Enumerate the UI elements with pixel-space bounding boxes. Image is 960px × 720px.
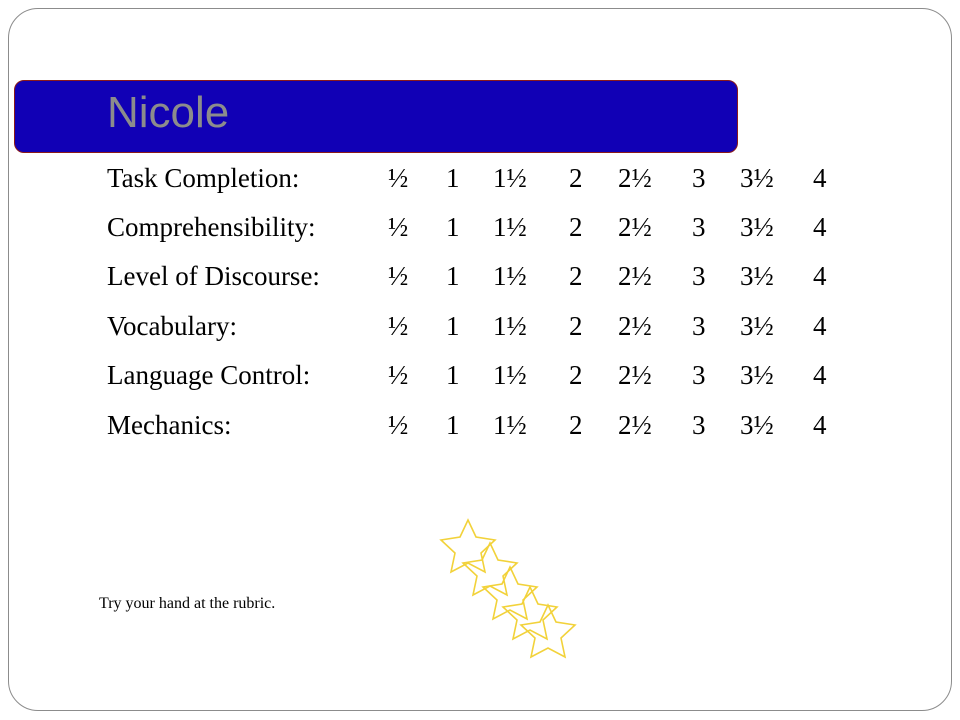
score-option[interactable]: 1 <box>446 212 460 242</box>
rubric-row-vocabulary <box>0 308 960 344</box>
score-option[interactable]: 1½ <box>493 311 527 341</box>
score-option[interactable]: 3 <box>692 212 706 242</box>
score-option[interactable]: 3 <box>692 311 706 341</box>
score-option[interactable]: ½ <box>388 261 409 291</box>
score-option[interactable]: 3½ <box>740 261 774 291</box>
score-option[interactable]: 2½ <box>618 360 652 390</box>
score-option[interactable]: 4 <box>813 311 827 341</box>
rubric-row-label: Task Completion: <box>107 163 300 193</box>
score-option[interactable]: 1½ <box>493 410 527 440</box>
score-option[interactable]: 2 <box>569 410 583 440</box>
score-option[interactable]: 4 <box>813 360 827 390</box>
score-option[interactable]: ½ <box>388 410 409 440</box>
score-option[interactable]: 2 <box>569 261 583 291</box>
score-option[interactable]: 4 <box>813 261 827 291</box>
rubric-row-task-completion <box>0 160 960 196</box>
score-option[interactable]: 1½ <box>493 163 527 193</box>
rubric-row-label: Level of Discourse: <box>107 261 320 291</box>
rubric-row-mechanics <box>0 407 960 443</box>
score-option[interactable]: 3 <box>692 410 706 440</box>
score-option[interactable]: 4 <box>813 163 827 193</box>
score-option[interactable]: 3 <box>692 360 706 390</box>
score-option[interactable]: ½ <box>388 163 409 193</box>
score-option[interactable]: 1 <box>446 410 460 440</box>
rubric-row-label: Comprehensibility: <box>107 212 316 242</box>
caption-text: Try your hand at the rubric. <box>99 595 276 612</box>
score-option[interactable]: 2 <box>569 360 583 390</box>
score-option[interactable]: ½ <box>388 311 409 341</box>
score-option[interactable]: 1 <box>446 360 460 390</box>
score-option[interactable]: 3½ <box>740 212 774 242</box>
score-option[interactable]: ½ <box>388 212 409 242</box>
score-option[interactable]: 2 <box>569 163 583 193</box>
score-option[interactable]: 1½ <box>493 212 527 242</box>
star-icon <box>503 587 557 639</box>
score-option[interactable]: 3½ <box>740 163 774 193</box>
score-option[interactable]: 1½ <box>493 261 527 291</box>
star-icon <box>483 567 537 619</box>
score-option[interactable]: 3½ <box>740 410 774 440</box>
score-option[interactable]: 3 <box>692 261 706 291</box>
score-option[interactable]: 1 <box>446 261 460 291</box>
score-option[interactable]: 2½ <box>618 410 652 440</box>
score-option[interactable]: 2 <box>569 311 583 341</box>
rubric-row-level-of-discourse <box>0 258 960 294</box>
score-option[interactable]: 2½ <box>618 212 652 242</box>
score-option[interactable]: 3 <box>692 163 706 193</box>
rubric-row-label: Vocabulary: <box>107 311 237 341</box>
score-option[interactable]: 2½ <box>618 261 652 291</box>
score-option[interactable]: 1 <box>446 311 460 341</box>
star-cluster <box>430 515 590 665</box>
score-option[interactable]: 1 <box>446 163 460 193</box>
score-option[interactable]: 3½ <box>740 311 774 341</box>
rubric-row-comprehensibility <box>0 209 960 245</box>
score-option[interactable]: 2½ <box>618 163 652 193</box>
rubric-row-label: Mechanics: <box>107 410 232 440</box>
rubric-row-label: Language Control: <box>107 360 311 390</box>
score-option[interactable]: ½ <box>388 360 409 390</box>
page-title: Nicole <box>107 88 230 137</box>
rubric-row-language-control <box>0 357 960 393</box>
score-option[interactable]: 2½ <box>618 311 652 341</box>
star-icon <box>441 520 495 572</box>
score-option[interactable]: 4 <box>813 410 827 440</box>
score-option[interactable]: 4 <box>813 212 827 242</box>
score-option[interactable]: 2 <box>569 212 583 242</box>
score-option[interactable]: 1½ <box>493 360 527 390</box>
score-option[interactable]: 3½ <box>740 360 774 390</box>
